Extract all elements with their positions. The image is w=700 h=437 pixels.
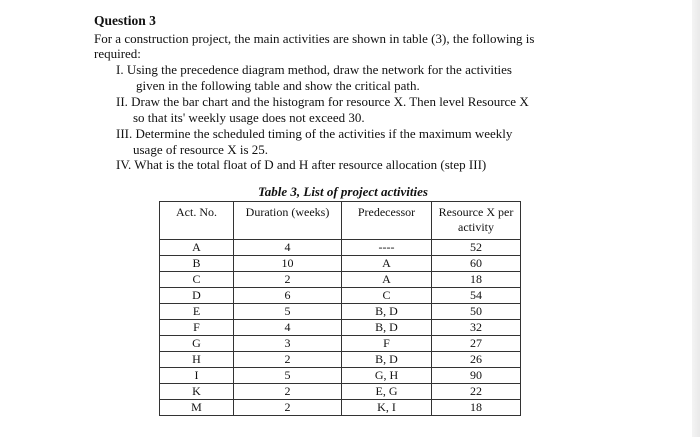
cell-duration: 4 — [234, 320, 342, 336]
cell-predecessor: B, D — [342, 304, 432, 320]
cell-duration: 10 — [234, 256, 342, 272]
cell-activity: H — [160, 352, 234, 368]
cell-resource: 18 — [432, 272, 521, 288]
cell-duration: 5 — [234, 368, 342, 384]
cell-duration: 5 — [234, 304, 342, 320]
cell-resource: 90 — [432, 368, 521, 384]
intro-line: required: — [94, 46, 141, 61]
cell-duration: 4 — [234, 240, 342, 256]
table-caption: Table 3, List of project activities — [258, 184, 428, 199]
cell-resource: 18 — [432, 400, 521, 416]
cell-predecessor: B, D — [342, 320, 432, 336]
cell-predecessor: A — [342, 272, 432, 288]
table-row — [160, 320, 521, 336]
cell-activity: K — [160, 384, 234, 400]
table-row — [160, 368, 521, 384]
cell-resource: 27 — [432, 336, 521, 352]
page-edge-shadow — [692, 0, 700, 437]
cell-predecessor: ---- — [342, 240, 432, 256]
table-row — [160, 256, 521, 272]
table-row — [160, 240, 521, 256]
requirement-item-2-cont: so that its' weekly usage does not exceed 30. — [133, 110, 365, 125]
requirement-item-3: III. Determine the scheduled timing of the activities if the maximum weekly — [116, 126, 513, 141]
cell-activity: F — [160, 320, 234, 336]
cell-predecessor: K, I — [342, 400, 432, 416]
cell-resource: 26 — [432, 352, 521, 368]
cell-activity: I — [160, 368, 234, 384]
cell-predecessor: C — [342, 288, 432, 304]
cell-resource: 50 — [432, 304, 521, 320]
cell-activity: M — [160, 400, 234, 416]
cell-resource: 60 — [432, 256, 521, 272]
question-title: Question 3 — [94, 13, 156, 28]
table-header-row — [160, 202, 521, 240]
cell-activity: D — [160, 288, 234, 304]
cell-predecessor: A — [342, 256, 432, 272]
table-row — [160, 272, 521, 288]
requirement-item-4: IV. What is the total float of D and H after resource allocation (step III) — [116, 157, 487, 172]
activities-table — [159, 201, 521, 416]
column-header-predecessor: Predecessor — [342, 202, 432, 240]
cell-predecessor: F — [342, 336, 432, 352]
cell-activity: E — [160, 304, 234, 320]
cell-predecessor: G, H — [342, 368, 432, 384]
cell-resource: 32 — [432, 320, 521, 336]
table-row — [160, 336, 521, 352]
cell-activity: A — [160, 240, 234, 256]
requirement-item-3-cont: usage of resource X is 25. — [133, 142, 269, 157]
cell-resource: 54 — [432, 288, 521, 304]
cell-predecessor: B, D — [342, 352, 432, 368]
cell-duration: 2 — [234, 352, 342, 368]
cell-duration: 3 — [234, 336, 342, 352]
table-row — [160, 352, 521, 368]
column-header-resource: Resource X per activity — [432, 202, 521, 240]
requirement-item-2: II. Draw the bar chart and the histogram for resource X. Then level Resource X — [116, 94, 529, 109]
cell-activity: B — [160, 256, 234, 272]
cell-predecessor: E, G — [342, 384, 432, 400]
cell-duration: 2 — [234, 400, 342, 416]
requirement-item-1: I. Using the precedence diagram method, draw the network for the activities — [116, 62, 512, 77]
cell-duration: 2 — [234, 272, 342, 288]
table-row — [160, 288, 521, 304]
table-row — [160, 384, 521, 400]
table-row — [160, 400, 521, 416]
cell-duration: 2 — [234, 384, 342, 400]
column-header-act-no: Act. No. — [160, 202, 234, 240]
intro-line: For a construction project, the main activities are shown in table (3), the following is — [94, 31, 535, 46]
cell-resource: 52 — [432, 240, 521, 256]
table-row — [160, 304, 521, 320]
requirement-item-1-cont: given in the following table and show the critical path. — [136, 78, 420, 93]
cell-resource: 22 — [432, 384, 521, 400]
cell-activity: G — [160, 336, 234, 352]
column-header-duration: Duration (weeks) — [234, 202, 342, 240]
cell-duration: 6 — [234, 288, 342, 304]
cell-activity: C — [160, 272, 234, 288]
